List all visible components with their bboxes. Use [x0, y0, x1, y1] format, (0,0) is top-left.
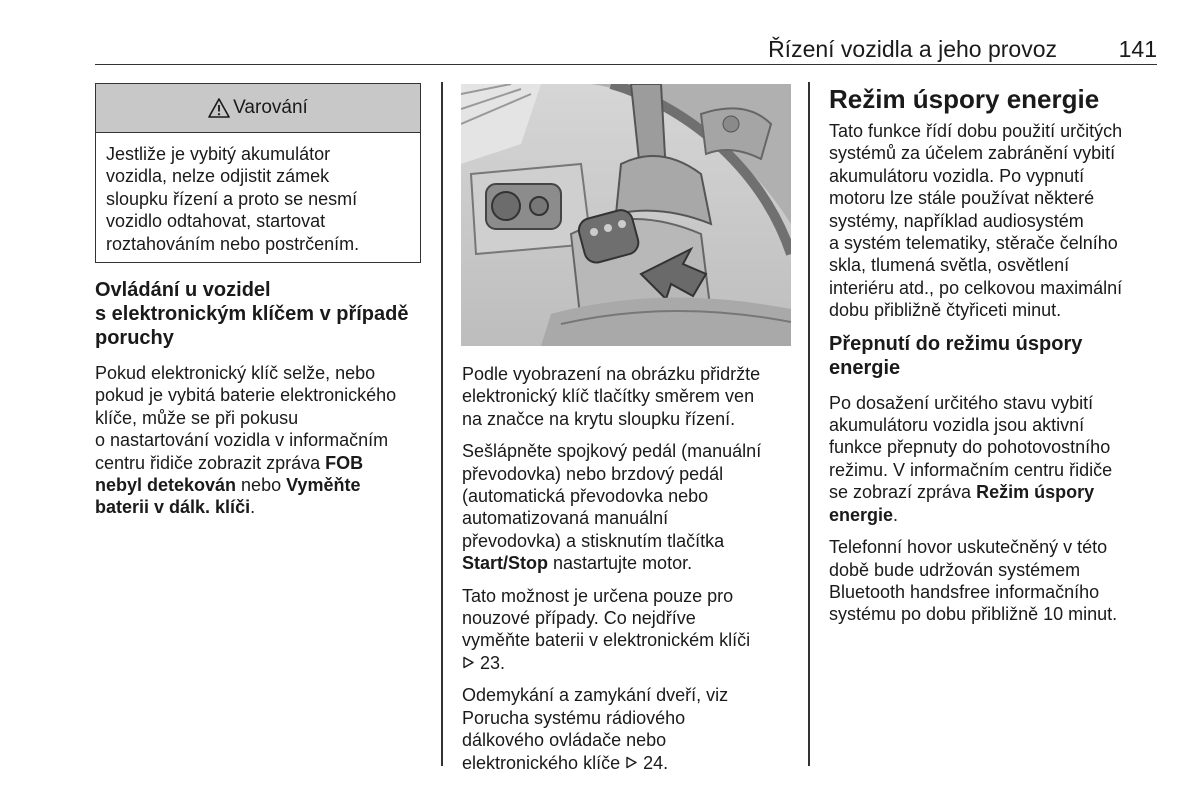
- text: se zobrazí zpráva: [829, 482, 977, 503]
- text-line: (automatická převodovka nebo: [462, 486, 709, 507]
- warning-line: sloupku řízení a proto se nesmí: [106, 188, 358, 209]
- text-line: Tato funkce řídí dobu použití určitých: [829, 121, 1123, 141]
- text-line: interiéru atd., po celkovou maximální: [829, 277, 1123, 298]
- message-name: baterii v dálk. klíči: [95, 497, 251, 518]
- text-line: pokud je vybitá baterie elektronického: [95, 385, 397, 406]
- section-heading: Režim úspory energie: [829, 84, 1100, 114]
- text-line: systémů za účelem zabránění vybití: [829, 143, 1116, 164]
- steering-column-button-illustration: [461, 84, 791, 346]
- message-name: Režim úspory: [976, 482, 1095, 503]
- text-line: klíče, může se při pokusu: [95, 407, 299, 428]
- warning-title: Varování: [233, 97, 308, 118]
- text-line: [462, 552, 802, 574]
- page-reference-icon: [625, 756, 638, 769]
- text-line: akumulátoru vozidla jsou aktivní: [829, 415, 1085, 436]
- text-line: [95, 452, 430, 474]
- text-line: [829, 481, 1169, 503]
- paragraph: [829, 392, 1169, 526]
- text-line: Tato možnost je určena pouze pro: [462, 585, 734, 606]
- message-name: Vyměňte: [286, 475, 361, 496]
- paragraph: [462, 585, 802, 675]
- text-line: [829, 504, 1169, 526]
- page-reference[interactable]: [625, 753, 668, 773]
- paragraph: [462, 440, 802, 574]
- paragraph: [462, 363, 802, 430]
- text-line: skla, tlumená světla, osvětlení: [829, 255, 1070, 276]
- page-number: 141: [1118, 36, 1157, 62]
- text-line: Sešlápněte spojkový pedál (manuální: [462, 441, 762, 462]
- text-line: automatizovaná manuální: [462, 508, 669, 529]
- heading-line: Přepnutí do režimu úspory: [829, 332, 1083, 355]
- text: elektronického klíče: [462, 752, 626, 773]
- text-line: na značce na krytu sloupku řízení.: [462, 408, 736, 429]
- text-line: elektronický klíč tlačítky směrem ven: [462, 386, 755, 407]
- warning-line: Jestliže je vybitý akumulátor: [106, 144, 331, 164]
- reference-page: 24.: [638, 752, 669, 773]
- warning-header: [96, 84, 420, 133]
- text-line: motoru lze stále používat některé: [829, 188, 1095, 209]
- warning-line: vozidlo odtahovat, startovat: [106, 211, 326, 232]
- page-reference-icon: [462, 656, 475, 669]
- text: nastartujte motor.: [548, 553, 693, 574]
- message-name: nebyl detekován: [95, 475, 237, 496]
- reference-page: 23.: [475, 652, 506, 673]
- section-heading: [95, 278, 430, 350]
- text-line: systému po dobu přibližně 10 minut.: [829, 604, 1118, 625]
- text-line: dobu přibližně čtyřiceti minut.: [829, 300, 1062, 321]
- text-line: [95, 474, 430, 496]
- warning-box: [95, 83, 421, 263]
- page-header: [95, 32, 1157, 65]
- text-line: Po dosažení určitého stavu vybití: [829, 392, 1094, 413]
- column-middle: [462, 363, 802, 784]
- heading-line: poruchy: [95, 327, 174, 349]
- text-line: vyměňte baterii v elektronickém klíči: [462, 630, 751, 651]
- text-line: akumulátoru vozidla. Po vypnutí: [829, 165, 1085, 186]
- paragraph: [95, 362, 430, 519]
- warning-text: [96, 133, 420, 255]
- text-line: Odemykání a zamykání dveří, viz: [462, 685, 729, 706]
- text-line: nouzové případy. Co nejdříve: [462, 608, 696, 629]
- text-line: době bude udržován systémem: [829, 559, 1081, 580]
- text-line: o nastartování vozidla v informačním: [95, 430, 389, 451]
- text-line: dálkového ovládače nebo: [462, 730, 667, 751]
- paragraph: [829, 536, 1169, 626]
- paragraph: [462, 684, 802, 774]
- text-line: Bluetooth handsfree informačního: [829, 581, 1100, 602]
- text-line: Porucha systému rádiového: [462, 707, 686, 728]
- heading-line: energie: [829, 356, 901, 379]
- text: centru řidiče zobrazit zpráva: [95, 452, 326, 473]
- message-name: FOB: [325, 452, 364, 473]
- text-line: režimu. V informačním centru řidiče: [829, 459, 1113, 480]
- page-reference[interactable]: [462, 652, 802, 674]
- column-divider: [808, 82, 810, 766]
- message-name: energie: [829, 504, 894, 525]
- text-line: [95, 496, 430, 518]
- text: .: [893, 504, 899, 525]
- heading-line: Ovládání u vozidel: [95, 279, 271, 301]
- button-name: Start/Stop: [462, 553, 549, 574]
- text-line: Podle vyobrazení na obrázku přidržte: [462, 364, 761, 384]
- warning-line: roztahováním nebo postrčením.: [106, 233, 360, 254]
- text-line: a systém telematiky, stěrače čelního: [829, 233, 1118, 254]
- heading-line: s elektronickým klíčem v případě: [95, 303, 409, 325]
- text-line: převodovka) nebo brzdový pedál: [462, 463, 724, 484]
- warning-line: vozidla, nelze odjistit zámek: [106, 166, 330, 187]
- text-line: převodovka) a stisknutím tlačítka: [462, 530, 725, 551]
- column-divider: [441, 82, 443, 766]
- text-line: Telefonní hovor uskutečněný v této: [829, 537, 1108, 558]
- chapter-title: Řízení vozidla a jeho provoz: [768, 36, 1057, 62]
- text-line: Pokud elektronický klíč selže, nebo: [95, 363, 376, 383]
- subsection-heading: [829, 332, 1169, 380]
- column-right: [829, 84, 1169, 636]
- text-line: systémy, například audiosystém: [829, 210, 1084, 231]
- paragraph: [829, 120, 1169, 322]
- text: .: [250, 497, 256, 518]
- warning-triangle-icon: [208, 98, 230, 118]
- column-left: [95, 278, 430, 529]
- text: nebo: [236, 475, 287, 496]
- text-line: funkce přepnuty do pohotovostního: [829, 437, 1111, 458]
- text-line: [462, 752, 802, 774]
